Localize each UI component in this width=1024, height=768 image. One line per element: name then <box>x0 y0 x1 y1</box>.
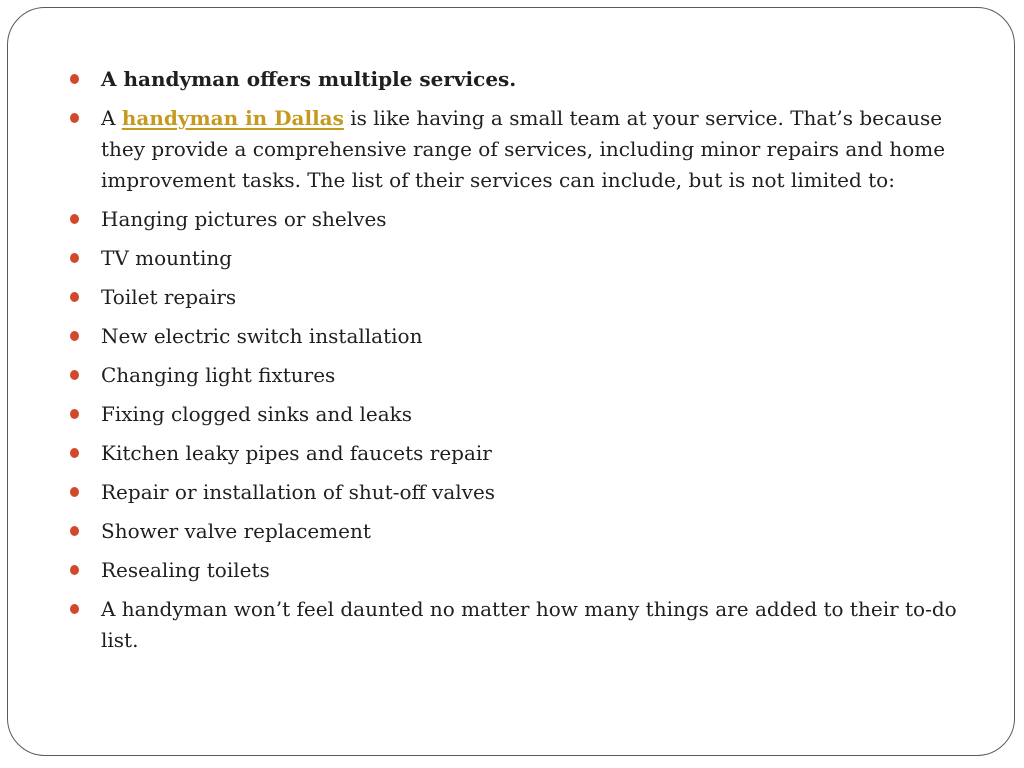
service-label: Repair or installation of shut-off valves <box>101 480 496 504</box>
bullet-icon <box>70 292 79 302</box>
list-item <box>68 399 958 430</box>
slide-heading: A handyman offers multiple services. <box>101 67 517 91</box>
list-item-intro <box>68 103 958 196</box>
list-item <box>68 360 958 391</box>
service-label: Shower valve replacement <box>101 519 371 543</box>
service-label: Fixing clogged sinks and leaks <box>101 402 413 426</box>
closing-text: A handyman won’t feel daunted no matter how many things are added to their to-do list. <box>101 597 957 652</box>
list-item-heading <box>68 64 958 95</box>
list-item <box>68 204 958 235</box>
list-item <box>68 282 958 313</box>
bullet-icon <box>70 370 79 380</box>
bullet-icon <box>70 487 79 497</box>
bullet-icon <box>70 214 79 224</box>
list-item <box>68 243 958 274</box>
service-label: New electric switch installation <box>101 324 423 348</box>
bullet-icon <box>70 448 79 458</box>
list-item <box>68 321 958 352</box>
service-label: Hanging pictures or shelves <box>101 207 387 231</box>
intro-prefix: A <box>101 106 122 130</box>
list-item <box>68 477 958 508</box>
bullet-list <box>68 64 958 664</box>
bullet-icon <box>70 526 79 536</box>
slide-frame <box>7 7 1015 756</box>
service-label: TV mounting <box>101 246 233 270</box>
service-label: Changing light fixtures <box>101 363 336 387</box>
bullet-icon <box>70 409 79 419</box>
bullet-icon <box>70 331 79 341</box>
list-item-closing <box>68 594 958 656</box>
service-label: Toilet repairs <box>101 285 237 309</box>
bullet-icon <box>70 253 79 263</box>
bullet-icon <box>70 74 79 84</box>
service-label: Resealing toilets <box>101 558 270 582</box>
bullet-icon <box>70 604 79 614</box>
list-item <box>68 516 958 547</box>
list-item <box>68 438 958 469</box>
handyman-dallas-link[interactable]: handyman in Dallas <box>121 106 344 130</box>
intro-suffix: is like having a small team at your service. That’s because they provide a comprehensive range of services, including minor repairs and home improvement tasks. The list of their services can include, but is not limited to: <box>101 106 946 192</box>
bullet-icon <box>70 113 79 123</box>
service-label: Kitchen leaky pipes and faucets repair <box>101 441 492 465</box>
list-item <box>68 555 958 586</box>
bullet-icon <box>70 565 79 575</box>
